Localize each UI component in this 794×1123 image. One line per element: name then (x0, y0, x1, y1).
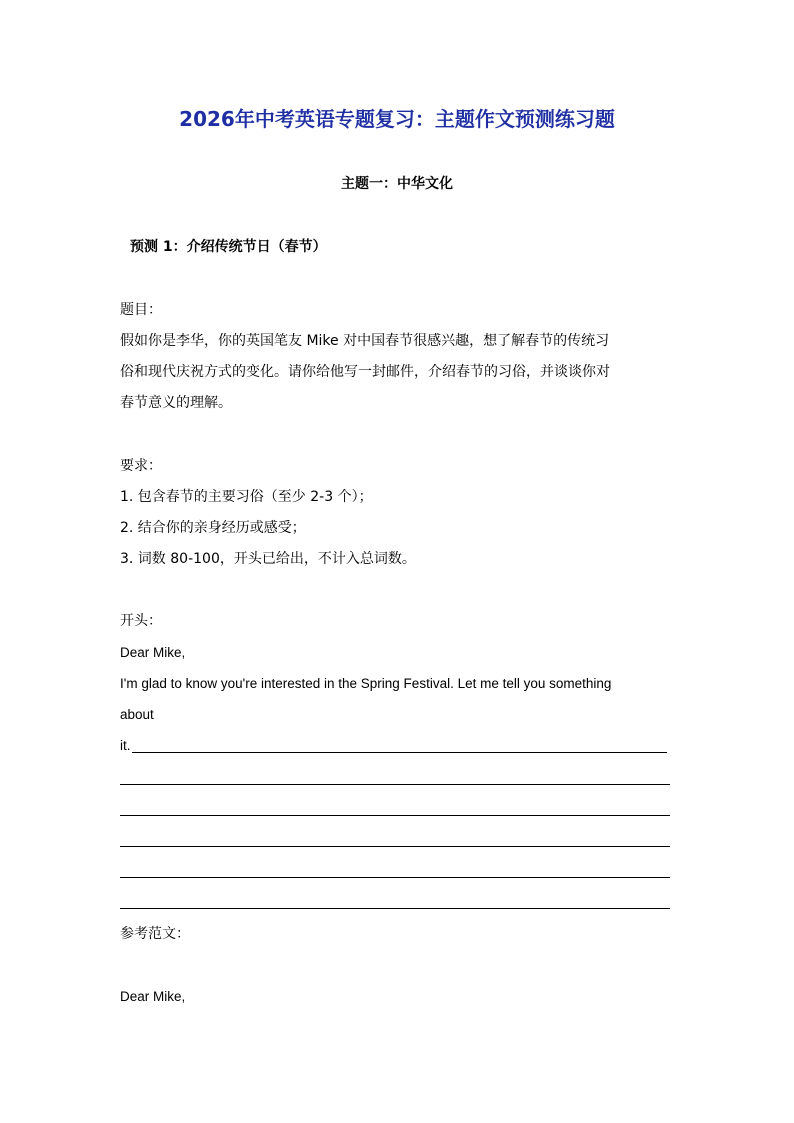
prompt-label: 题目： (120, 302, 162, 318)
requirement-item: 1. 包含春节的主要习俗（至少 2-3 个）； (120, 489, 373, 505)
answer-blank-line[interactable] (120, 908, 670, 909)
section-heading: 预测 1：介绍传统节日（春节） (130, 239, 327, 255)
requirements-label: 要求： (120, 458, 162, 474)
sample-label: 参考范文： (120, 926, 190, 942)
answer-blank-line[interactable] (120, 815, 670, 816)
opening-sentence-cont: about (120, 707, 154, 722)
answer-blank-line[interactable] (120, 877, 670, 878)
answer-blank-line[interactable] (132, 752, 667, 753)
opening-greeting: Dear Mike, (120, 645, 186, 660)
answer-blank-line[interactable] (120, 846, 670, 847)
opening-label: 开头： (120, 613, 162, 629)
document-title: 2026年中考英语专题复习：主题作文预测练习题 (179, 107, 615, 131)
prompt-line: 假如你是李华，你的英国笔友 Mike 对中国春节很感兴趣，想了解春节的传统习 (120, 333, 610, 349)
prompt-line: 俗和现代庆祝方式的变化。请你给他写一封邮件，介绍春节的习俗，并谈谈你对 (120, 364, 610, 380)
opening-sentence: I'm glad to know you're interested in the Spring Festival. Let me tell you something (120, 676, 612, 691)
opening-sentence-end: it. (120, 738, 131, 753)
requirement-item: 3. 词数 80-100，开头已给出，不计入总词数。 (120, 551, 416, 567)
requirement-item: 2. 结合你的亲身经历或感受； (120, 520, 306, 536)
prompt-line: 春节意义的理解。 (120, 395, 232, 411)
sample-greeting: Dear Mike, (120, 989, 186, 1004)
theme-heading: 主题一：中华文化 (341, 176, 453, 192)
answer-blank-line[interactable] (120, 784, 670, 785)
